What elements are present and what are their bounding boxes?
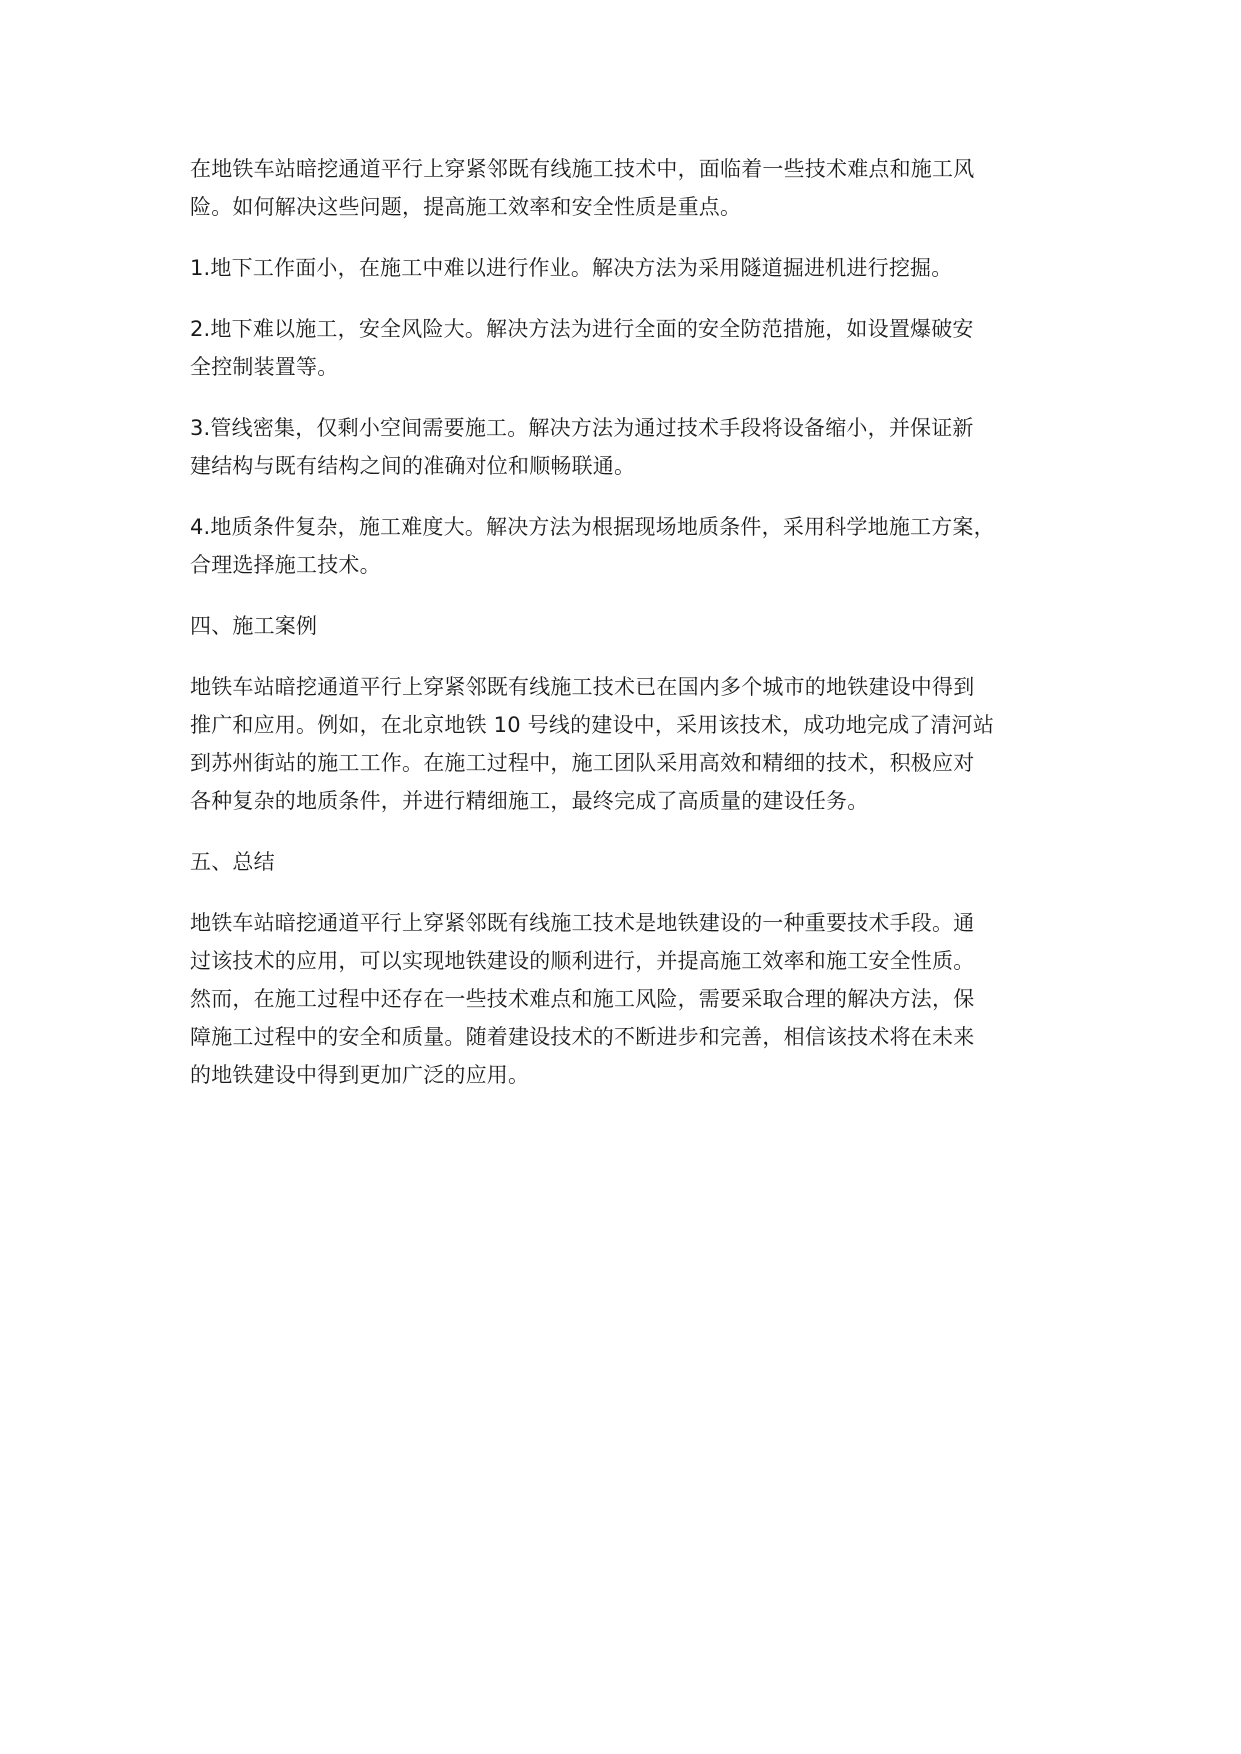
text-line: 险。如何解决这些问题，提高施工效率和安全性质是重点。 (190, 195, 742, 219)
text-line: 到苏州街站的施工工作。在施工过程中，施工团队采用高效和精细的技术，积极应对 (190, 751, 975, 775)
text-line: 地铁车站暗挖通道平行上穿紧邻既有线施工技术已在国内多个城市的地铁建设中得到 (190, 675, 975, 699)
section-heading-summary: 五、总结 (190, 850, 275, 874)
text-line: 3.管线密集，仅剩小空间需要施工。解决方法为通过技术手段将设备缩小，并保证新 (190, 416, 974, 440)
text-line: 在地铁车站暗挖通道平行上穿紧邻既有线施工技术中，面临着一些技术难点和施工风 (190, 157, 975, 181)
difficulty-item-2 (190, 310, 1080, 386)
difficulty-item-1 (190, 249, 1080, 287)
text-line: 过该技术的应用，可以实现地铁建设的顺利进行，并提高施工效率和施工安全性质。 (190, 949, 975, 973)
difficulty-item-4 (190, 508, 1080, 584)
text-line: 合理选择施工技术。 (190, 553, 381, 577)
text-line: 各种复杂的地质条件，并进行精细施工，最终完成了高质量的建设任务。 (190, 789, 869, 813)
text-line: 的地铁建设中得到更加广泛的应用。 (190, 1063, 530, 1087)
text-line: 建结构与既有结构之间的准确对位和顺畅联通。 (190, 454, 636, 478)
text-line: 2.地下难以施工，安全风险大。解决方法为进行全面的安全防范措施，如设置爆破安 (190, 317, 974, 341)
difficulty-item-3 (190, 409, 1080, 485)
text-line: 障施工过程中的安全和质量。随着建设技术的不断进步和完善，相信该技术将在未来 (190, 1025, 975, 1049)
summary-paragraph (190, 904, 1080, 1094)
case-paragraph (190, 668, 1080, 820)
text-line: 推广和应用。例如，在北京地铁 10 号线的建设中，采用该技术，成功地完成了清河站 (190, 713, 995, 737)
document-body (190, 150, 1080, 1117)
text-line: 1.地下工作面小，在施工中难以进行作业。解决方法为采用隧道掘进机进行挖掘。 (190, 256, 953, 280)
text-line: 然而，在施工过程中还存在一些技术难点和施工风险，需要采取合理的解决方法，保 (190, 987, 975, 1011)
text-line: 地铁车站暗挖通道平行上穿紧邻既有线施工技术是地铁建设的一种重要技术手段。通 (190, 911, 975, 935)
intro-paragraph (190, 150, 1080, 226)
text-line: 全控制装置等。 (190, 355, 339, 379)
section-heading-case: 四、施工案例 (190, 614, 318, 638)
text-line: 4.地质条件复杂，施工难度大。解决方法为根据现场地质条件，采用科学地施工方案， (190, 515, 995, 539)
